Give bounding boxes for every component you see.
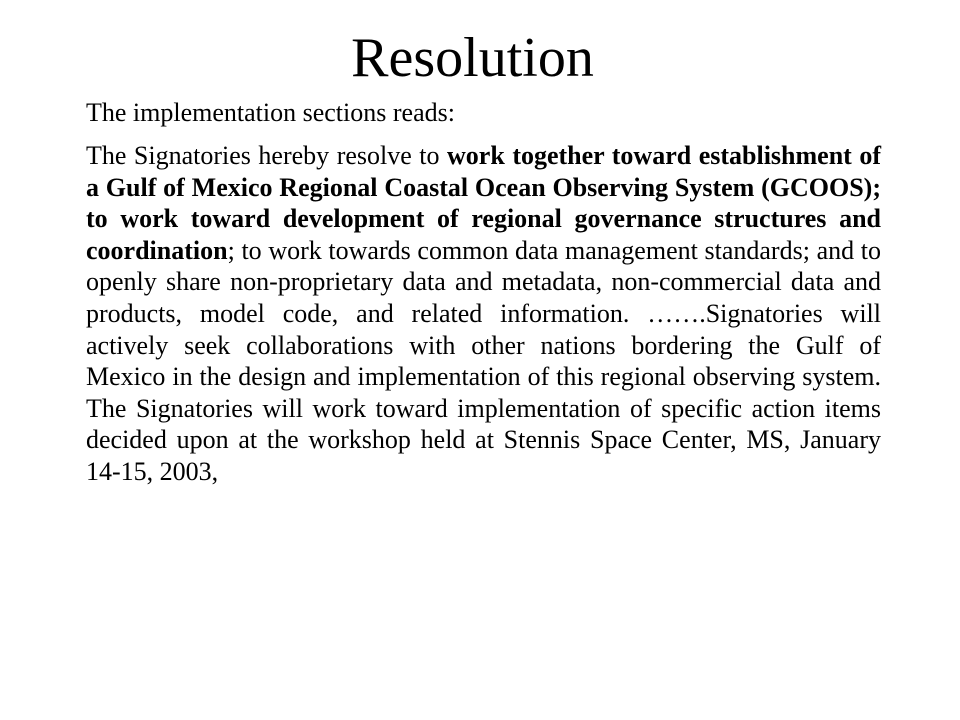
intro-text: The implementation sections reads: <box>86 98 455 127</box>
paragraph-emphasis: work together toward establishment of a Gulf of Mexico Regional Coastal Ocean Observing System (GCOOS); to work toward development of regional governance structures and coordination <box>86 141 882 265</box>
paragraph-text-rest: ; to work towards common data management standards; and to openly share non-proprietary data and metadata, non-commercial data and products, model code, and related information. …….Signatories will actively seek collaborations with other nations bordering the Gulf of Mexico in the design and implementation of this regional observing system. The Signatories will work toward implementation of specific action items decided upon at the workshop held at Stennis Space Center, MS, January 14-15, 2003, <box>86 235 881 486</box>
paragraph-text-start: The Signatories hereby resolve to <box>86 141 448 170</box>
slide-title: Resolution <box>351 27 594 89</box>
resolution-paragraph <box>86 140 881 488</box>
